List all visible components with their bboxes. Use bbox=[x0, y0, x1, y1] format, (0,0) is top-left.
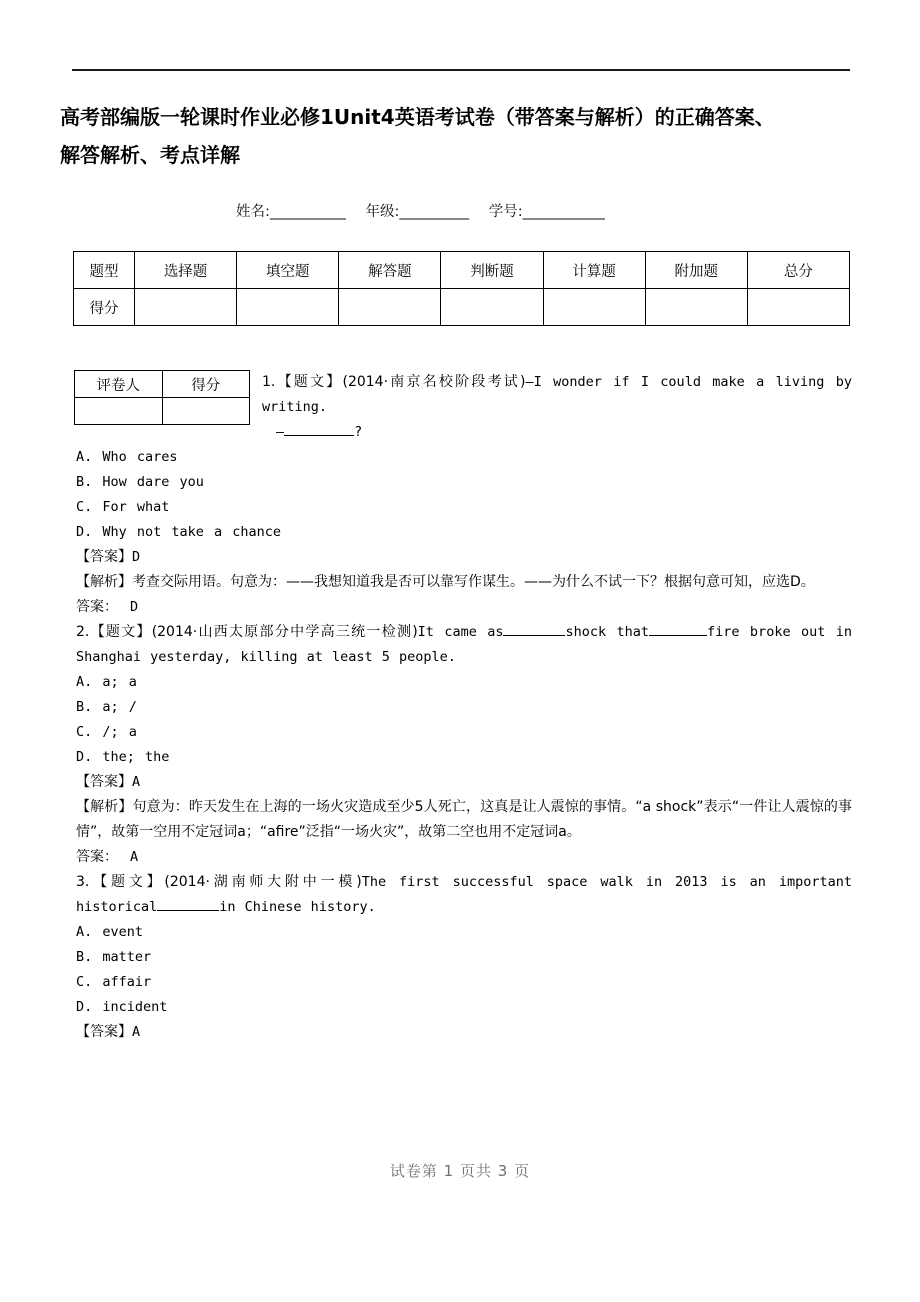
question-3-option-c[interactable]: C. affair bbox=[76, 974, 152, 990]
questions-container bbox=[76, 370, 852, 1045]
question-3-answer-tag-line bbox=[76, 1020, 852, 1045]
question-2-answer-letter: A bbox=[132, 774, 141, 790]
question-3-stem bbox=[76, 870, 852, 920]
question-2-stem bbox=[76, 620, 852, 670]
question-3-source: (2014·湖南师大附中一模) bbox=[164, 874, 362, 890]
score-table-header-cell-7: 总分 bbox=[747, 252, 849, 289]
score-table-header-cell-6: 附加题 bbox=[645, 252, 747, 289]
name-input-rule[interactable]: ____________ bbox=[269, 204, 345, 220]
question-2-option-a[interactable]: A. a; a bbox=[76, 674, 137, 690]
question-1-source: (2014·南京名校阶段考试) bbox=[342, 374, 526, 390]
score-table-score-cell-3[interactable] bbox=[339, 289, 441, 326]
score-table-header-cell-2: 填空题 bbox=[237, 252, 339, 289]
question-2-blank-2[interactable] bbox=[649, 635, 707, 636]
question-3-answer-tag: 【答案】 bbox=[76, 1024, 132, 1040]
question-1-explanation bbox=[76, 570, 852, 595]
question-2-answer-value: A bbox=[130, 849, 139, 865]
score-table-score-cell-5[interactable] bbox=[543, 289, 645, 326]
header-divider bbox=[72, 69, 850, 71]
question-1-option-a[interactable]: A. Who cares bbox=[76, 449, 178, 465]
question-1-stem bbox=[262, 370, 852, 420]
question-2-option-d[interactable]: D. the; the bbox=[76, 749, 170, 765]
question-1-answer-line bbox=[76, 595, 852, 620]
page-title-line-2: 解答解析、考点详解 bbox=[60, 143, 240, 167]
question-2-stem-part-1: It came as bbox=[417, 624, 504, 640]
question-2-explanation-text: 句意为：昨天发生在上海的一场火灾造成至少5人死亡，这真是让人震惊的事情。“a shock”表示“一件让人震惊的事情”，故第一空用不定冠词a；“afire”泛指“一场火灾”，故第二空也用不定冠词a。 bbox=[76, 799, 853, 840]
score-table-score-cell-6[interactable] bbox=[645, 289, 747, 326]
question-3-tag: 【题文】 bbox=[89, 874, 165, 890]
question-2-blank-1[interactable] bbox=[503, 635, 565, 636]
question-1-option-c[interactable]: C. For what bbox=[76, 499, 170, 515]
question-3-blank[interactable] bbox=[157, 910, 219, 911]
question-block-3 bbox=[76, 870, 852, 1045]
score-table-header-cell-3: 解答题 bbox=[339, 252, 441, 289]
question-1-answer-tag-line bbox=[76, 545, 852, 570]
question-block-1 bbox=[76, 370, 852, 620]
grade-input-rule[interactable]: ___________ bbox=[399, 204, 469, 220]
question-1-number: 1. bbox=[262, 374, 276, 390]
question-2-number: 2. bbox=[76, 624, 90, 640]
question-2-tag: 【题文】 bbox=[89, 624, 152, 640]
question-2-answer-label: 答案： bbox=[76, 849, 118, 865]
page-title-line-1: 高考部编版一轮课时作业必修1Unit4英语考试卷（带答案与解析）的正确答案、 bbox=[60, 105, 775, 129]
grader-header-reviewer: 评卷人 bbox=[75, 371, 163, 398]
student-id-input-rule[interactable]: _____________ bbox=[522, 204, 604, 220]
question-1-answer-label: 答案： bbox=[76, 599, 118, 615]
question-3-option-a[interactable]: A. event bbox=[76, 924, 144, 940]
question-3-option-b[interactable]: B. matter bbox=[76, 949, 152, 965]
grade-label: 年级: bbox=[365, 204, 400, 220]
question-2-stem-part-3: fire broke out in Shanghai yesterday, killing at least 5 people. bbox=[76, 624, 852, 665]
question-1-answer-letter: D bbox=[132, 549, 141, 565]
page-title bbox=[60, 98, 860, 174]
question-2-option-b[interactable]: B. a; / bbox=[76, 699, 137, 715]
question-1-reply-dash: — bbox=[276, 424, 285, 440]
score-table-header-cell-5: 计算题 bbox=[543, 252, 645, 289]
name-field-group bbox=[236, 204, 345, 220]
question-2-explanation bbox=[76, 795, 852, 845]
table-row-scores bbox=[74, 289, 850, 326]
question-3-number: 3. bbox=[76, 874, 90, 890]
question-2-source: (2014·山西太原部分中学高三统一检测) bbox=[151, 624, 418, 640]
question-3-stem-part-1: The first successful space walk in 2013 is an important historical bbox=[76, 874, 852, 915]
student-id-field-group bbox=[489, 204, 604, 220]
table-row-headers bbox=[74, 252, 850, 289]
score-summary-table bbox=[73, 251, 850, 326]
score-table-score-cell-0: 得分 bbox=[74, 289, 135, 326]
question-3-option-d[interactable]: D. incident bbox=[76, 999, 168, 1015]
question-1-option-d[interactable]: D. Why not take a chance bbox=[76, 524, 282, 540]
question-1-explanation-tag: 【解析】 bbox=[76, 574, 132, 590]
grader-header-score: 得分 bbox=[162, 371, 250, 398]
score-table-score-cell-2[interactable] bbox=[237, 289, 339, 326]
question-1-reply-line bbox=[276, 420, 852, 445]
question-1-answer-value: D bbox=[130, 599, 139, 615]
question-2-answer-tag-line bbox=[76, 770, 852, 795]
question-2-answer-tag: 【答案】 bbox=[76, 774, 132, 790]
score-table-header-cell-4: 判断题 bbox=[441, 252, 543, 289]
student-identity-line bbox=[236, 202, 620, 222]
question-1-blank[interactable] bbox=[284, 435, 354, 436]
page-footer: 试卷第 1 页共 3 页 bbox=[389, 1162, 531, 1180]
question-2-stem-part-2: shock that bbox=[565, 624, 650, 640]
question-1-answer-tag: 【答案】 bbox=[76, 549, 132, 565]
question-1-reply-question-mark: ? bbox=[354, 424, 363, 440]
name-label: 姓名: bbox=[236, 204, 270, 220]
question-block-2 bbox=[76, 620, 852, 870]
score-table-score-cell-1[interactable] bbox=[135, 289, 237, 326]
score-table-header-cell-1: 选择题 bbox=[135, 252, 237, 289]
question-2-option-c[interactable]: C. /; a bbox=[76, 724, 137, 740]
student-id-label: 学号: bbox=[488, 204, 523, 220]
question-2-explanation-tag: 【解析】 bbox=[76, 799, 133, 815]
question-1-tag: 【题文】 bbox=[275, 374, 343, 390]
grade-field-group bbox=[366, 204, 469, 220]
score-table-score-cell-4[interactable] bbox=[441, 289, 543, 326]
question-1-stem-text: —I wonder if I could make a living by writing. bbox=[262, 374, 853, 415]
question-1-explanation-text: 考查交际用语。句意为：——我想知道我是否可以靠写作谋生。——为什么不试一下？根据句意可知，应选D。 bbox=[132, 574, 815, 590]
question-1-option-b[interactable]: B. How dare you bbox=[76, 474, 204, 490]
score-table-score-cell-7[interactable] bbox=[747, 289, 849, 326]
score-table-header-cell-0: 题型 bbox=[74, 252, 135, 289]
question-3-stem-part-2: in Chinese history. bbox=[219, 899, 376, 915]
question-3-answer-letter: A bbox=[132, 1024, 141, 1040]
question-2-answer-line bbox=[76, 845, 852, 870]
